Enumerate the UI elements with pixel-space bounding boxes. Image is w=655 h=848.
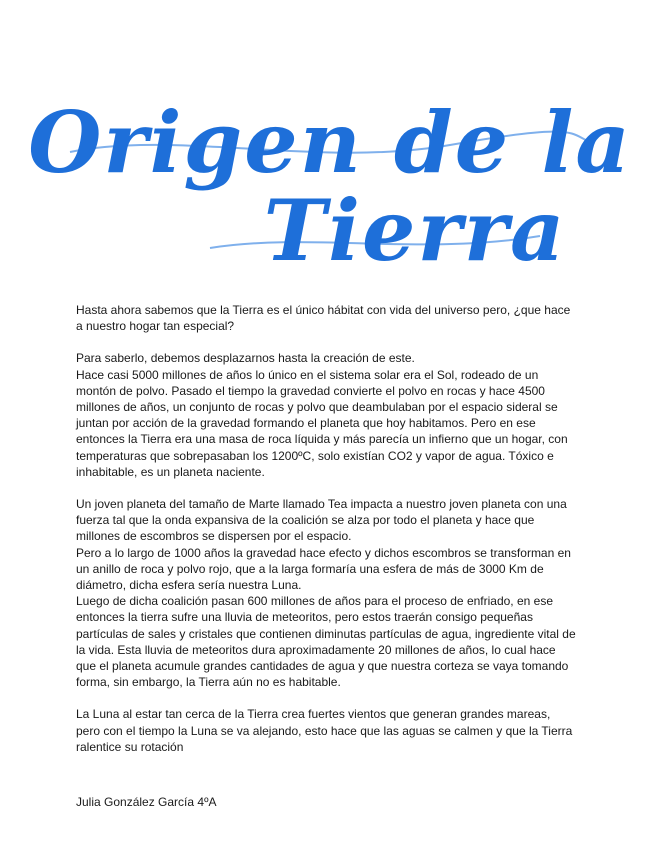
paragraph-intro: Hasta ahora sabemos que la Tierra es el único hábitat con vida del universo pero, ¿que hace a nuestro hogar tan especial? [76, 303, 571, 334]
title-line-2: Tierra [263, 181, 567, 280]
paragraph-formation: Para saberlo, debemos desplazarnos hasta la creación de este. Hace casi 5000 millones de años lo único en el sistema solar era el Sol, rodeado de un montón de polvo. Pasado el tiempo la gravedad convierte el polvo en rocas y hace 4500 millones de años, un conjunto de rocas y polvo que deambulaban por el espacio sideral se juntan por acción de la gravedad formando el planeta que hoy habitamos. Pero en ese entonces la Tierra era una masa de roca líquida y más parecía un infierno que un hogar, con temperaturas que sobrepasaban los 1200ºC, solo existían CO2 y vapor de agua. Tóxico e inhabitable, es un planeta naciente. [76, 351, 568, 479]
paragraph-moon-impact: Un joven planeta del tamaño de Marte llamado Tea impacta a nuestro joven planeta con una fuerza tal que la onda expansiva de la coalición se alza por todo el planeta y hace que millones de escombros se dispersen por el espacio. Pero a lo largo de 1000 años la gravedad hace efecto y dichos escombros se transforman en un anillo de roca y polvo rojo, que a la larga formaría una esfera de más de 3000 Km de diámetro, dicha esfera sería nuestra Luna. Luego de dicha coalición pasan 600 millones de años para el proceso de enfriado, en ese entonces la tierra sufre una lluvia de meteoritos, pero estos traerán consigo pequeñas partículas de sales y cristales que contienen diminutas partículas de agua, ingrediente vital de la vida. Esta lluvia de meteoritos dura aproximadamente 20 millones de años, lo cual hace que el planeta acumule grandes cantidades de agua y que nuestra corteza se vaya tomando forma, sin embargo, la Tierra aún no es habitable. [76, 497, 576, 690]
paragraph-tides: La Luna al estar tan cerca de la Tierra crea fuertes vientos que generan grandes mareas, pero con el tiempo la Luna se va alejando, esto hace que las aguas se calmen y que la Tierra ralentice su rotación [76, 707, 573, 754]
title-lettering [28, 60, 632, 290]
title-line-1: Origen de la [28, 93, 632, 192]
author-signature: Julia González García 4ºA [76, 795, 217, 809]
body-text [76, 302, 576, 771]
